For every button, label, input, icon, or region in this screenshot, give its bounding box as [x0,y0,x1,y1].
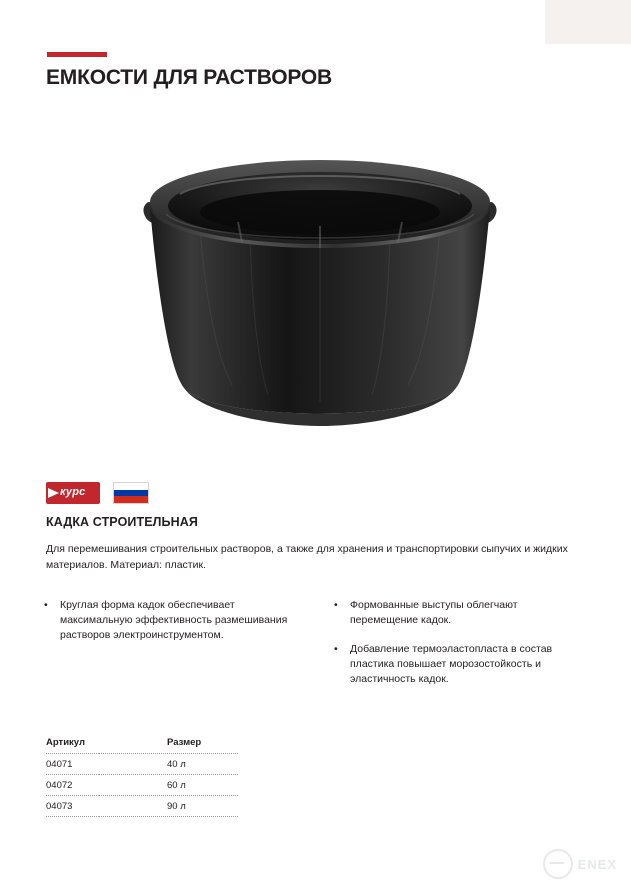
table-row [46,775,238,796]
column-header-size: Размер [99,737,238,754]
feature-text: Добавление термоэластопласта в состав пластика повышает морозостойкость и эластичность кадок. [350,643,553,685]
russia-flag-icon [113,482,149,504]
cell-size: 60 л [99,775,238,796]
brand-logo-text: курс [60,486,86,498]
bullet-icon: • [334,599,338,611]
product-name: КАДКА СТРОИТЕЛЬНАЯ [46,515,198,529]
table-row [46,796,238,817]
feature-item [334,642,584,687]
feature-text: Формованные выступы облегчают перемещение кадок. [350,599,518,626]
title-accent-rule [47,52,107,57]
cell-article: 04071 [46,754,99,775]
page-title: ЕМКОСТИ ДЛЯ РАСТВОРОВ [46,66,332,89]
tub-illustration [140,150,500,450]
corner-tint [545,0,631,44]
feature-item [334,598,584,628]
feature-list [44,598,589,701]
spec-table [46,737,238,817]
feature-item [44,598,294,643]
cell-article: 04073 [46,796,99,817]
watermark-text: ENEX [577,856,617,872]
product-image [140,150,500,450]
column-header-article: Артикул [46,737,99,754]
table-row [46,754,238,775]
table-header-row [46,737,238,754]
cell-article: 04072 [46,775,99,796]
feature-text: Круглая форма кадок обеспечивает максимальную эффективность размешивания растворов электроинструментом. [60,599,288,641]
cell-size: 90 л [99,796,238,817]
bullet-icon: • [334,643,338,655]
feature-column-right [334,598,584,701]
brand-logo [46,482,100,504]
bullet-icon: • [44,599,48,611]
product-description: Для перемешивания строительных растворов, а также для хранения и транспортировки сыпучих и жидких материалов. Материал: пластик. [46,543,568,571]
cell-size: 40 л [99,754,238,775]
enex-circle-icon [543,849,573,879]
feature-column-left [44,598,294,701]
watermark [543,849,617,879]
arrow-logo-icon [48,488,59,498]
